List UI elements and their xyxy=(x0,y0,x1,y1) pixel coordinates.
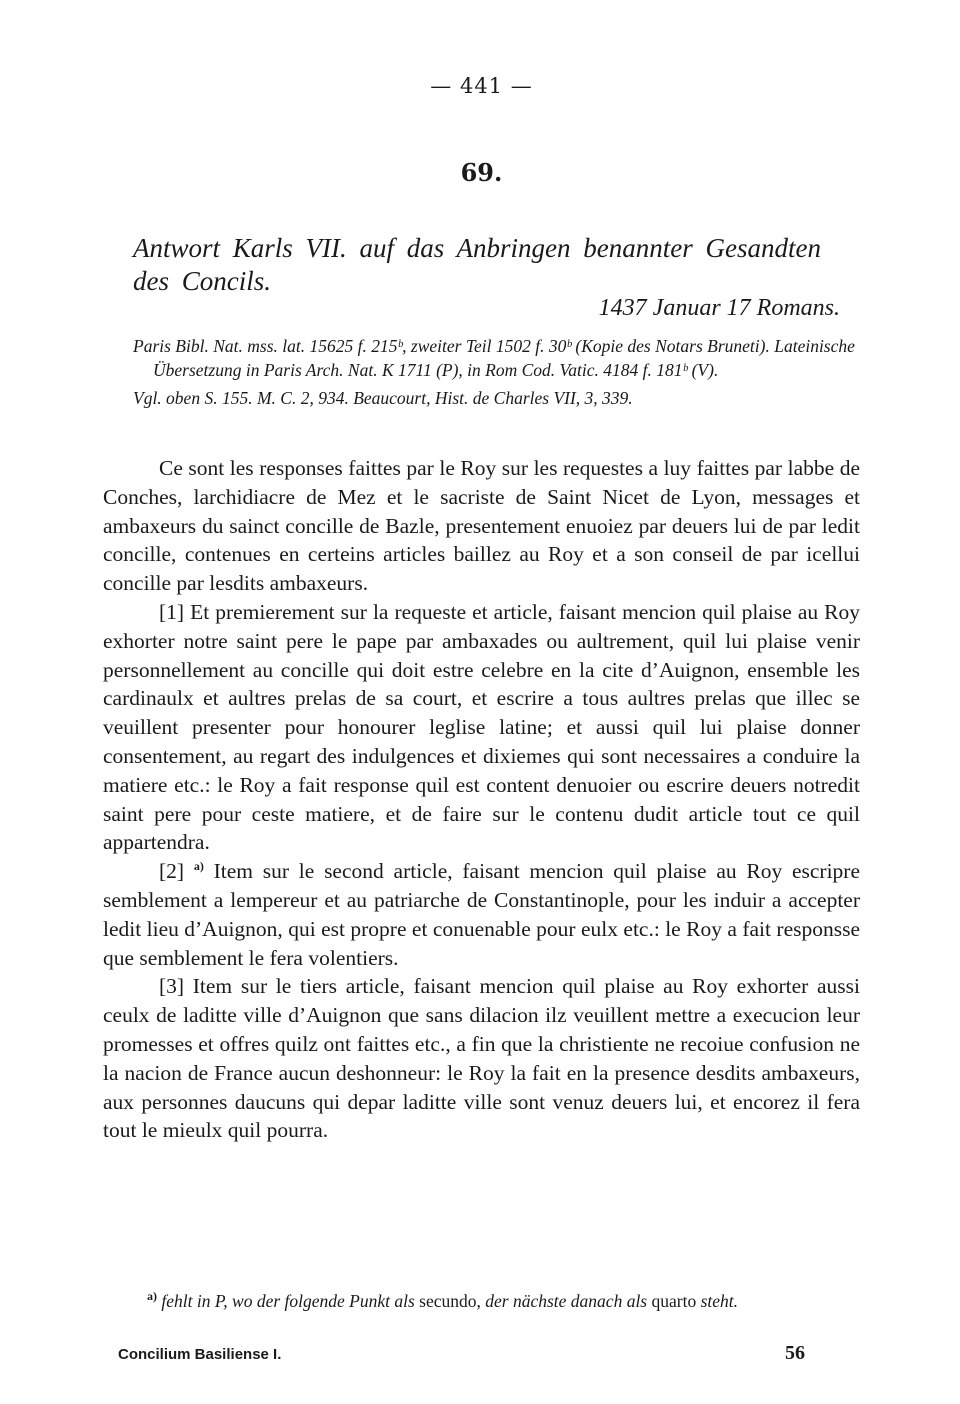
footnote-word-2: quarto xyxy=(651,1291,697,1311)
dateline: 1437 Januar 17 Romans. xyxy=(598,295,840,321)
document-title: Antwort Karls VII. auf das Anbringen benannter Gesandten des Concils. xyxy=(133,233,821,296)
source-references: Vgl. oben S. 155. M. C. 2, 934. Beaucourt, Hist. de Charles VII, 3, 339. xyxy=(133,388,633,408)
source-manuscripts: Paris Bibl. Nat. mss. lat. 15625 f. 215ᵇ, zweiter Teil 1502 f. 30ᵇ (Kopie des Notars Bruneti). Lateinische Übersetzung in Paris Arch. Nat. K 1711 (P), in Rom Cod. Vatic. 4184 f. 181ᵇ (V). xyxy=(133,336,855,380)
intro-paragraph: Ce sont les responses faittes par le Roy sur les requestes a luy faittes par labbe de Conches, larchidiacre de Mez et le sacriste de Saint Nicet de Lyon, messages et ambaxeurs du sainct concille de Bazle, presentement enuoiez par deuers lui de par ledit concille, contenues en certeins articles baillez au Roy et a son conseil de par icellui concille par lesdits ambaxeurs. xyxy=(103,456,860,596)
main-text xyxy=(103,454,860,1145)
page-footer xyxy=(118,1342,860,1364)
footnote-word-1: secundo, xyxy=(419,1291,481,1311)
article-1-paragraph: [1] Et premierement sur la requeste et article, faisant mencion quil plaise au Roy exhorter notre saint pere le pape par ambaxades ou aultrement, quil lui plaise venir personnellement au concille qui doit estre celebre en la cite d’Auignon, ensemble les cardinaulx et aultres prelas de sa court, et escrire a tous aultres prelas que illec se veuillent presenter pour honourer leglise latine; et aussi quil lui plaise donner consentement, au regart des indulgences et dixiemes qui sont necessaires a conduire la matiere etc.: le Roy a fait response quil est content denuoier ou escrire deuers notredit saint pere pour ceste matiere, et de faire sur le contenu dudit article tout ce quil appartendra. xyxy=(103,599,860,855)
article-2-paragraph xyxy=(103,857,860,972)
document-number: 69. xyxy=(460,158,503,187)
footnote-text-3: steht. xyxy=(700,1291,739,1311)
article-2-text: Item sur le second article, faisant mencion quil plaise au Roy escripre semblement a lempereur et au patriarche de Constantinople, pour les induir a accepter ledit lieu d’Auignon, qui est propre et conuenable pour eulx etc.: le Roy a fait responsse que semblement le fera volentiers. xyxy=(103,859,861,970)
article-2-label: [2] xyxy=(159,859,185,884)
footnote-text-2: der nächste danach als xyxy=(485,1291,648,1311)
footnote-text-1: fehlt in P, wo der folgende Punkt als xyxy=(161,1291,415,1311)
source-notes xyxy=(133,334,860,410)
footnote-reference: a) xyxy=(193,859,204,873)
footer-series-title: Concilium Basiliense I. xyxy=(118,1346,282,1363)
footnote-mark: a) xyxy=(147,1289,157,1304)
footnote xyxy=(103,1289,860,1314)
article-3-paragraph: [3] Item sur le tiers article, faisant mencion quil plaise au Roy exhorter aussi ceulx de laditte ville d’Auignon que sans dilacion ilz veuillent mettre a execucion leur promesses et offres quilz ont faittes etc., a fin que la christiente ne recoiue confusion ne la nacion de France aucun deshonneur: le Roy la fait en la presence desdits ambaxeurs, aux personnes daucuns qui depar laditte ville sont venuz deuers lui, et encorez il fera tout le mieulx quil pourra. xyxy=(103,974,860,1143)
footer-signature: 56 xyxy=(785,1342,805,1364)
page-number: — 441 — xyxy=(430,74,533,98)
